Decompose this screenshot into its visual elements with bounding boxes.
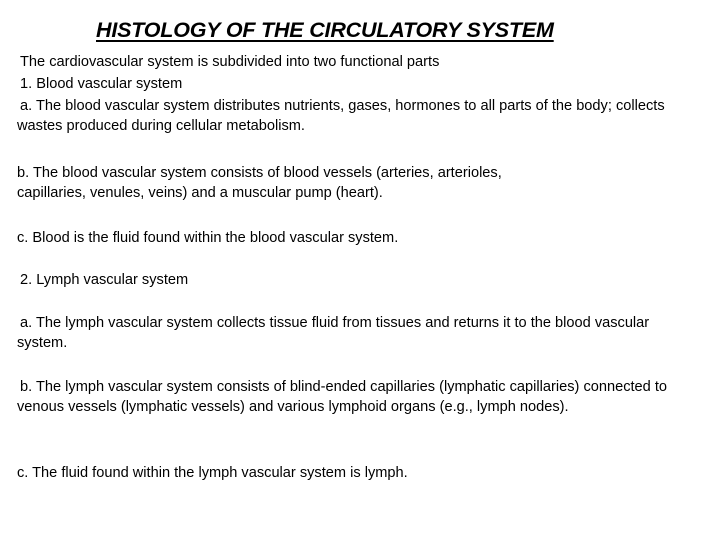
intro-text: The cardiovascular system is subdivided into two functional parts: [20, 54, 440, 70]
paragraph-2c: c. The fluid found within the lymph vascular system is lymph.: [17, 465, 408, 481]
slide-title: HISTOLOGY OF THE CIRCULATORY SYSTEM: [96, 18, 554, 42]
section-2-heading: 2. Lymph vascular system: [20, 272, 189, 288]
paragraph-1c: c. Blood is the fluid found within the blood vascular system.: [17, 230, 399, 246]
paragraph-2a: a. The lymph vascular system collects tissue fluid from tissues and returns it to the blood vascular system.: [17, 315, 650, 351]
section-1-heading: 1. Blood vascular system: [20, 76, 183, 92]
paragraph-2b: b. The lymph vascular system consists of blind-ended capillaries (lymphatic capillaries) connected to venous vessels (lymphatic vessels) and various lymphoid organs (e.g., lymph nodes).: [17, 379, 668, 415]
paragraph-1b: b. The blood vascular system consists of blood vessels (arteries, arterioles, capillaries, venules, veins) and a muscular pump (heart).: [17, 165, 502, 201]
paragraph-1a: a. The blood vascular system distributes nutrients, gases, hormones to all parts of the body; collects wastes produced during cellular metabolism.: [17, 98, 665, 134]
